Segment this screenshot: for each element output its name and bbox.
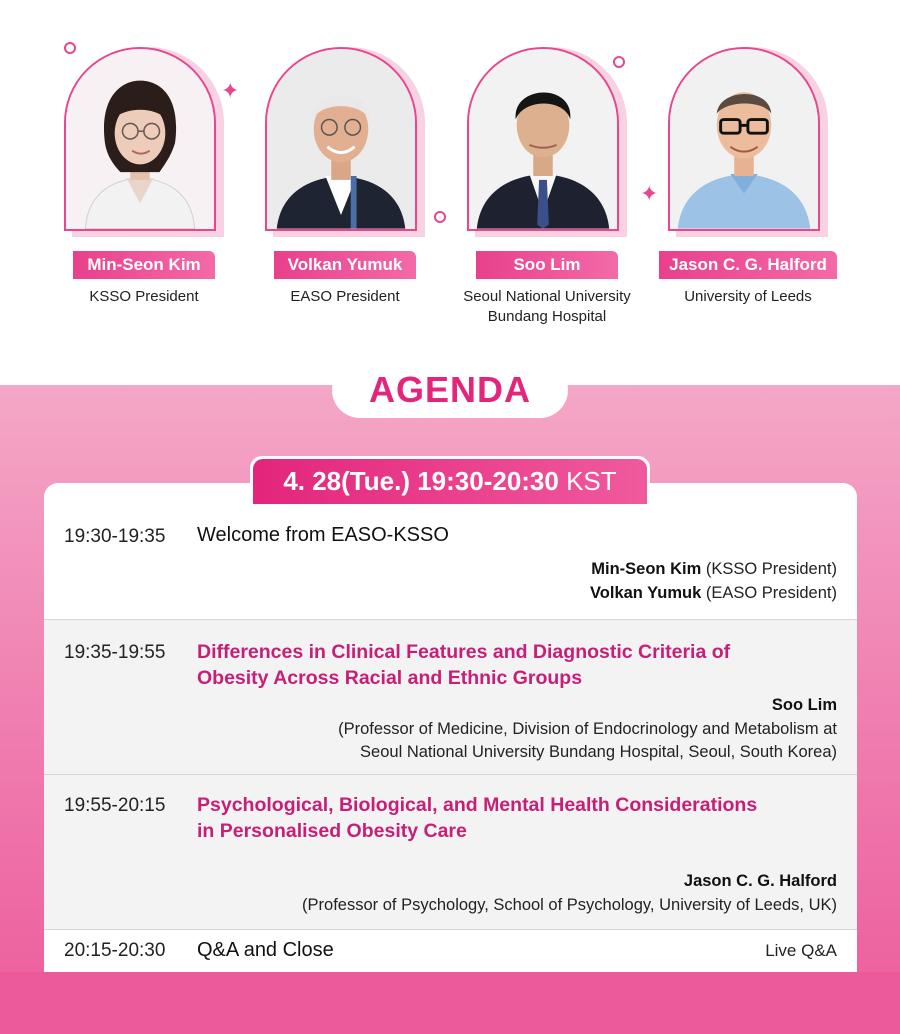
event-timezone: KST (566, 466, 617, 496)
speaker-card (245, 47, 445, 307)
speaker-name: Jason C. G. Halford (683, 872, 837, 890)
speaker-name: Volkan Yumuk (274, 251, 416, 279)
speakers-section (0, 0, 900, 385)
speaker-photo (668, 47, 820, 231)
speaker-photo (467, 47, 619, 231)
session-time: 19:35-19:55 (64, 642, 166, 663)
man-portrait-icon (670, 49, 818, 229)
agenda-row (44, 930, 857, 972)
speaker-card (447, 47, 647, 327)
sparkle-icon: ✦ (640, 181, 659, 206)
session-topic-line: Psychological, Biological, and Mental Health Considerations (197, 794, 758, 816)
speaker-card (648, 47, 848, 307)
sparkle-icon: ✦ (221, 78, 240, 103)
speaker-photo (64, 47, 216, 231)
speaker-affiliation: EASO President (290, 288, 400, 305)
event-date: 4. 28(Tue.) 19:30-20:30 (283, 466, 559, 496)
man-portrait-icon (267, 49, 415, 229)
agenda-row (44, 775, 857, 930)
speaker-name: Jason C. G. Halford (659, 251, 837, 279)
speaker-name: Soo Lim (771, 696, 837, 714)
speaker-detail: Seoul National University Bundang Hospital, Seoul, South Korea) (360, 743, 837, 761)
speaker-affiliation: Seoul National University Bundang Hospital (463, 288, 631, 325)
speaker-name: Volkan Yumuk (590, 583, 702, 602)
session-topic-line: Obesity Across Racial and Ethnic Groups (197, 667, 583, 689)
agenda-row (44, 620, 857, 775)
session-topic (197, 792, 757, 844)
session-topic: Welcome from EASO-KSSO (197, 524, 449, 546)
agenda-title-pill (332, 362, 568, 418)
session-note: Live Q&A (765, 941, 837, 960)
speaker-affiliation: KSSO President (89, 288, 199, 305)
speaker-name: Min-Seon Kim (73, 251, 215, 279)
speaker-card (44, 47, 244, 307)
speaker-photo (265, 47, 417, 231)
session-time: 19:55-20:15 (64, 795, 166, 816)
session-speakers (302, 870, 837, 917)
speaker-name: Min-Seon Kim (591, 560, 702, 578)
man-portrait-icon (469, 49, 617, 229)
date-badge (250, 456, 650, 504)
speaker-affiliation: University of Leeds (684, 288, 812, 305)
speaker-detail: (Professor of Psychology, School of Psychology, University of Leeds, UK) (302, 895, 837, 914)
speaker-detail: (Professor of Medicine, Division of Endocrinology and Metabolism at (338, 719, 837, 738)
session-speakers (590, 558, 837, 605)
session-topic-line: in Personalised Obesity Care (197, 820, 467, 842)
footer-band (0, 972, 900, 1034)
speaker-role: (KSSO President) (705, 560, 837, 578)
session-topic-line: Differences in Clinical Features and Diagnostic Criteria of (197, 641, 731, 663)
session-topic: Q&A and Close (197, 939, 334, 961)
woman-portrait-icon (66, 49, 214, 229)
session-time: 20:15-20:30 (64, 940, 166, 961)
session-time: 19:30-19:35 (64, 526, 166, 547)
agenda-table (44, 483, 857, 972)
speaker-name: Soo Lim (476, 251, 618, 279)
session-speakers (338, 694, 837, 765)
speaker-role: (EASO President) (705, 583, 837, 602)
agenda-title: AGENDA (368, 369, 531, 410)
session-topic (197, 639, 730, 691)
